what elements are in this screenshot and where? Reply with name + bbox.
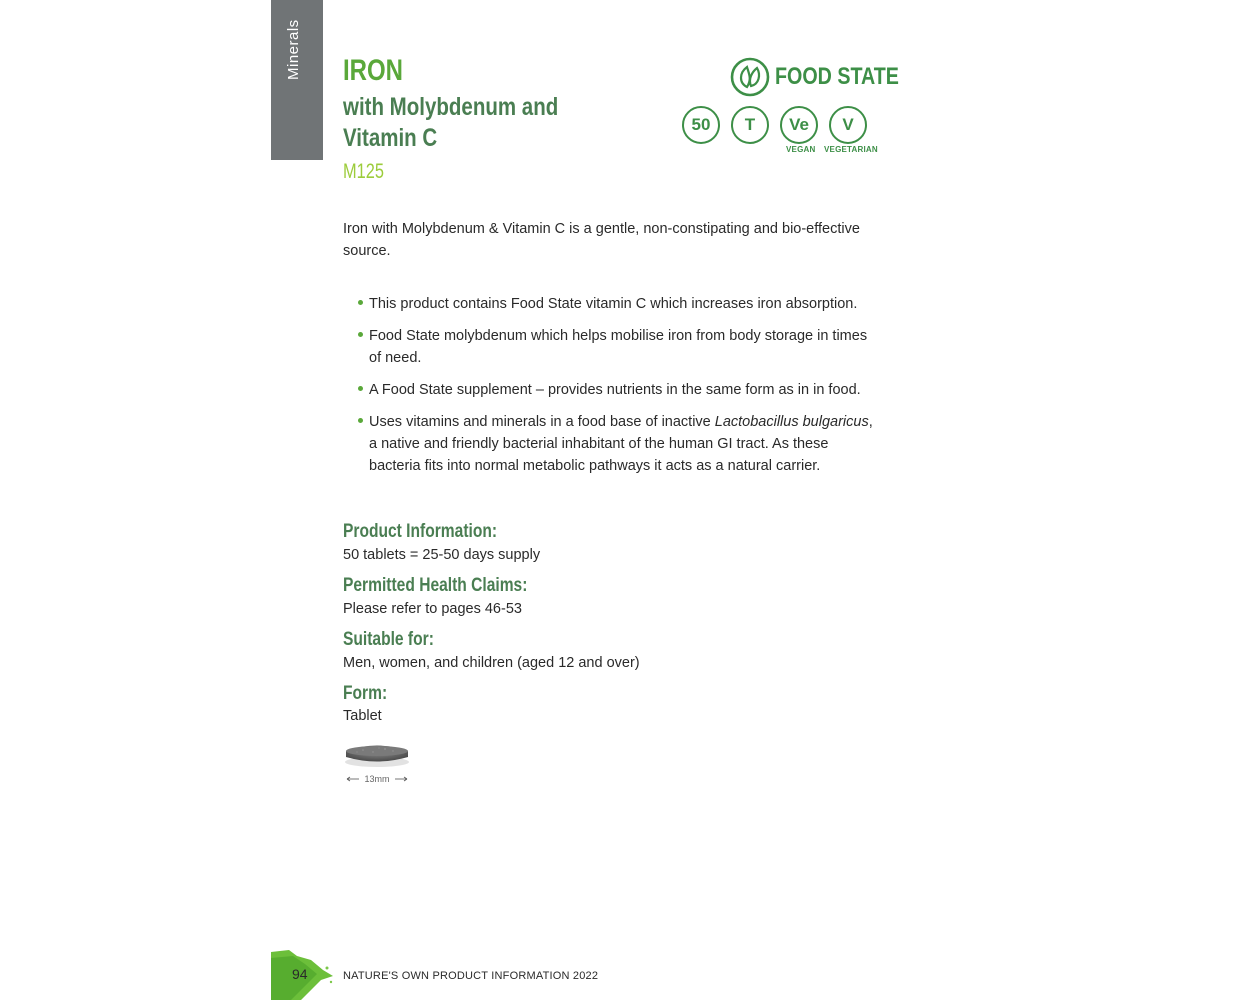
product-info-value: 50 tablets = 25-50 days supply xyxy=(343,547,541,563)
health-claims-heading: Permitted Health Claims: xyxy=(343,575,528,596)
vegetarian-badge: V xyxy=(829,106,867,144)
form-heading: Form: xyxy=(343,683,388,704)
list-item-text: Food State molybdenum which helps mobilise iron from body storage in times of need. xyxy=(369,328,868,366)
tablet-count-badge: 50 xyxy=(682,106,720,144)
list-item-text-post: , a native and friendly bacterial inhabitant of the human GI tract. As these bacteria fits into normal metabolic pathways it acts as a natural carrier. xyxy=(369,414,873,474)
product-title: IRON xyxy=(343,54,403,87)
list-item-text-italic: Lactobacillus bulgaricus xyxy=(714,414,869,430)
list-item-text: A Food State supplement – provides nutrients in the same form as in in food. xyxy=(369,382,861,398)
list-item xyxy=(358,411,878,477)
form-value: Tablet xyxy=(343,708,382,724)
benefits-list xyxy=(358,293,878,487)
product-code: M125 xyxy=(343,160,384,183)
suitable-for-value: Men, women, and children (aged 12 and over) xyxy=(343,655,640,671)
page-number: 94 xyxy=(292,966,308,982)
health-claims-value: Please refer to pages 46-53 xyxy=(343,601,522,617)
food-state-label: FOOD STATE xyxy=(775,63,899,90)
list-item xyxy=(358,293,878,315)
vegan-caption: VEGAN xyxy=(786,145,816,154)
list-item-text: This product contains Food State vitamin C which increases iron absorption. xyxy=(369,296,858,312)
product-info-heading: Product Information: xyxy=(343,521,498,542)
vegan-badge: Ve xyxy=(780,106,818,144)
suitable-for-heading: Suitable for: xyxy=(343,629,434,650)
vegetarian-caption: VEGETARIAN xyxy=(824,145,878,154)
product-subtitle-line1: with Molybdenum and xyxy=(343,93,559,121)
list-item xyxy=(358,325,878,369)
footer-text: NATURE'S OWN PRODUCT INFORMATION 2022 xyxy=(343,970,599,982)
list-item-text-pre: Uses vitamins and minerals in a food base of inactive xyxy=(369,414,715,430)
section-side-tab xyxy=(271,0,323,160)
product-subtitle xyxy=(343,92,558,154)
food-state-leaf-icon xyxy=(730,57,770,97)
section-side-tab-label: Minerals xyxy=(285,19,302,80)
product-subtitle-line2: Vitamin C xyxy=(343,124,438,152)
list-item xyxy=(358,379,878,401)
intro-paragraph: Iron with Molybdenum & Vitamin C is a gentle, non-constipating and bio-effective source. xyxy=(343,221,860,259)
tablet-size-label: 13mm xyxy=(364,774,390,784)
tablet-form-badge: T xyxy=(731,106,769,144)
tablet-image xyxy=(343,738,411,788)
